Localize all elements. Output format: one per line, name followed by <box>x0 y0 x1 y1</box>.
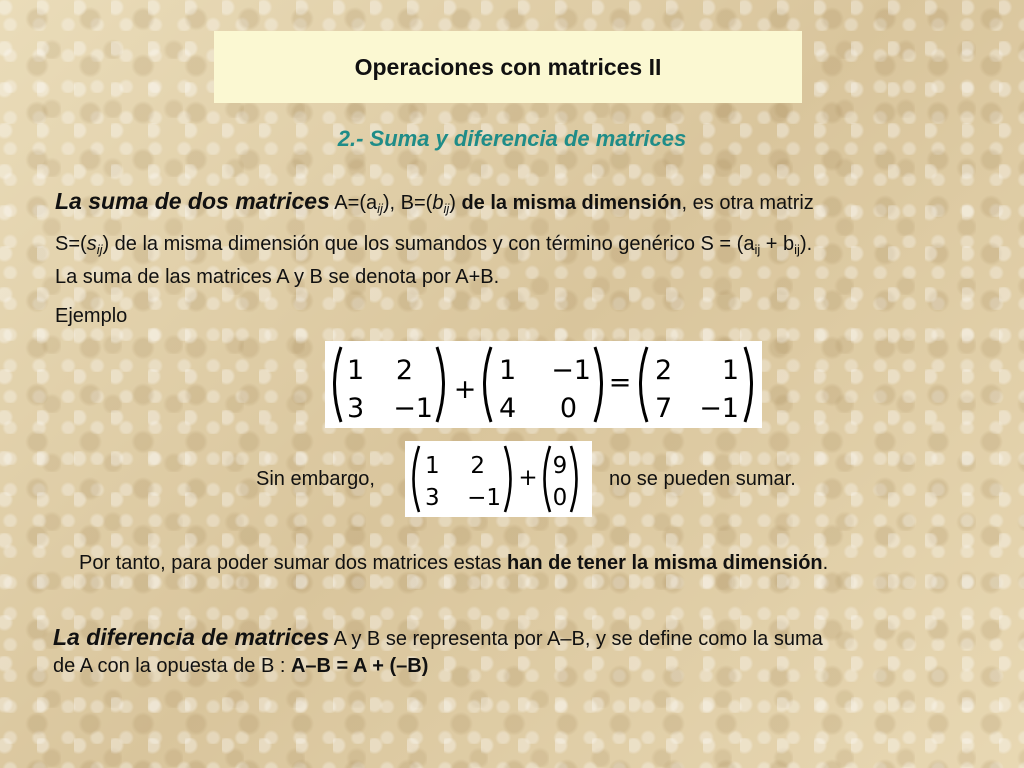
example-c-12: 1 <box>721 355 739 386</box>
difference-definition-line2: de A con la opuesta de B : A–B = A + (–B) <box>53 655 429 677</box>
counter-a-11: 1 <box>425 453 440 479</box>
example-a-22: −1 <box>393 393 433 424</box>
conclusion: Por tanto, para poder sumar dos matrices estas han de tener la misma dimensión. <box>79 552 829 574</box>
example-b-22: 0 <box>559 393 577 424</box>
example-b-12: −1 <box>551 355 591 386</box>
example-a-12: 2 <box>395 355 413 386</box>
example-c-11: 2 <box>655 355 673 386</box>
slide-title-text: Operaciones con matrices II <box>354 53 662 80</box>
example-equals: = <box>608 367 632 398</box>
example-b-21: 4 <box>499 393 517 424</box>
example-plus: + <box>453 374 477 405</box>
counter-example-suffix: no se pueden sumar. <box>609 468 796 490</box>
sum-definition-line2: $S=(s_{ij})$ de la misma dimensión que los sumandos y con término genérico $S = (a_{ij} + b_{ij})$. <box>55 233 813 257</box>
sum-definition-lead: La suma de dos matrices <box>55 188 330 214</box>
example-c-22: −1 <box>699 393 739 424</box>
sum-notation: La suma de las matrices A y B se denota por A+B. <box>55 266 500 288</box>
counter-a-12: 2 <box>470 453 485 479</box>
example-label: Ejemplo <box>55 305 128 327</box>
counter-b-1: 9 <box>552 453 568 479</box>
counter-a-22: −1 <box>467 485 501 511</box>
example-equation <box>325 341 762 428</box>
counter-a-21: 3 <box>425 485 440 511</box>
difference-definition-line1: La diferencia de matrices A y B se representa por A–B, y se define como la suma <box>53 624 823 650</box>
counter-example-prefix: Sin embargo, <box>256 468 375 490</box>
slide-title <box>214 31 802 103</box>
example-b-11: 1 <box>499 355 517 386</box>
sum-definition-line1: La suma de dos matrices $A=(a_{ij})$, $B=(b_{ij})$ de la misma dimensión, es otra matriz <box>55 188 814 216</box>
example-a-11: 1 <box>347 355 365 386</box>
counter-b-2: 0 <box>552 485 568 511</box>
slide-subtitle: 2.- Suma y diferencia de matrices <box>337 126 687 151</box>
difference-formula: A–B = A + (–B) <box>290 655 429 677</box>
example-a-21: 3 <box>347 393 365 424</box>
counter-example-equation <box>405 441 592 517</box>
difference-definition-lead: La diferencia de matrices <box>53 624 330 650</box>
counter-plus: + <box>518 465 538 491</box>
example-c-21: 7 <box>655 393 673 424</box>
